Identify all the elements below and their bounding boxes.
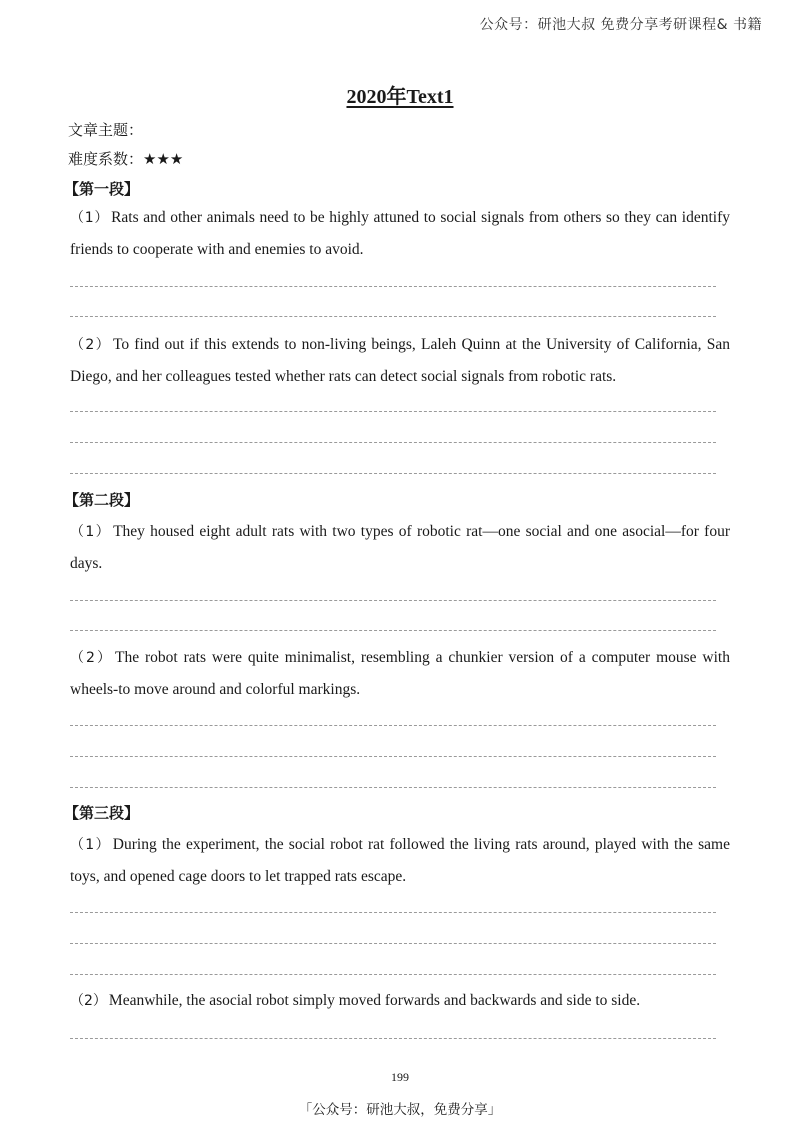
section-heading-2: 【第二段】 xyxy=(64,491,140,509)
theme-label: 文章主题： xyxy=(68,121,144,139)
page-footer: 「公众号：研池大叔，免费分享」 xyxy=(298,1102,502,1118)
paragraph-text: Meanwhile, the asocial robot simply moved forwards and backwards and side to side. xyxy=(108,992,641,1009)
page-header: 公众号：研池大叔 免费分享考研课程& 书籍 xyxy=(479,17,762,33)
paragraph-1-2 xyxy=(70,329,730,393)
section-heading-3: 【第三段】 xyxy=(64,804,140,822)
answer-line xyxy=(70,316,716,317)
answer-line xyxy=(70,1038,716,1039)
paragraph-number: （1） xyxy=(70,210,110,226)
answer-line xyxy=(70,442,716,443)
answer-line xyxy=(70,756,716,757)
paragraph-number: （1） xyxy=(70,524,112,540)
page-title: 2020年Text1 xyxy=(346,86,454,108)
paragraph-text: The robot rats were quite minimalist, resembling a chunkier version of a computer mouse with wheels-to move around and colorful markings. xyxy=(70,649,730,698)
section-heading-1: 【第一段】 xyxy=(64,180,140,198)
page-number: 199 xyxy=(391,1070,409,1084)
paragraph-number: （2） xyxy=(70,650,113,666)
paragraph-3-2 xyxy=(70,985,730,1017)
paragraph-number: （2） xyxy=(70,337,111,353)
answer-line xyxy=(70,725,716,726)
paragraph-text: During the experiment, the social robot rat followed the living rats around, played with the same toys, and opened cage doors to let trapped rats escape. xyxy=(70,836,730,885)
answer-line xyxy=(70,787,716,788)
answer-line xyxy=(70,286,716,287)
answer-line xyxy=(70,411,716,412)
answer-line xyxy=(70,473,716,474)
answer-line xyxy=(70,630,716,631)
paragraph-text: Rats and other animals need to be highly attuned to social signals from others so they can identify friends to cooperate with and enemies to avoid. xyxy=(70,209,730,258)
paragraph-1-1 xyxy=(70,202,730,266)
answer-line xyxy=(70,974,716,975)
paragraph-2-2 xyxy=(70,642,730,706)
paragraph-number: （1） xyxy=(70,837,111,853)
paragraph-number: （2） xyxy=(70,993,107,1009)
paragraph-text: They housed eight adult rats with two types of robotic rat—one social and one asocial—for four days. xyxy=(70,523,730,572)
difficulty-stars: ★★★ xyxy=(143,150,184,168)
difficulty-label: 难度系数： xyxy=(68,150,144,168)
paragraph-text: To find out if this extends to non-living beings, Laleh Quinn at the University of California, San Diego, and her colleagues tested whether rats can detect social signals from robotic rats. xyxy=(70,336,730,385)
difficulty-line xyxy=(68,148,183,169)
answer-line xyxy=(70,600,716,601)
answer-line xyxy=(70,912,716,913)
paragraph-3-1 xyxy=(70,829,730,893)
paragraph-2-1 xyxy=(70,516,730,580)
answer-line xyxy=(70,943,716,944)
